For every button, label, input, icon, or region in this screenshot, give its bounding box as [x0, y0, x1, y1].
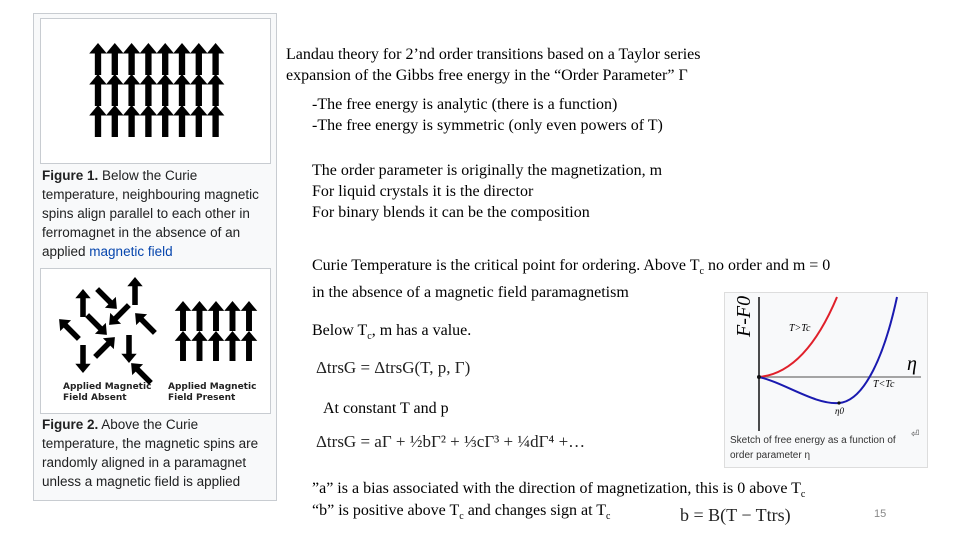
- figure2-image: [40, 268, 271, 414]
- spin-arrow-icon: [140, 43, 158, 75]
- spin-arrow-icon: [140, 74, 158, 106]
- figure1-caption-label: Figure 1.: [42, 168, 99, 183]
- curie-line-1: Curie Temperature is the critical point for ordering. Above $T_c$ no order and m = 0: [312, 257, 831, 278]
- label-above-tc: T>Tc: [789, 323, 811, 334]
- equation-landau-expansion: [316, 432, 585, 452]
- bullet-symmetric: -The free energy is symmetric (only even powers of T): [312, 117, 663, 134]
- constant-t-p-text: At constant T and p: [323, 400, 449, 417]
- spin-arrow-icon: [89, 105, 107, 137]
- spin-arrow-icon: [82, 310, 113, 341]
- spin-arrow-icon: [106, 43, 124, 75]
- title-line-2: expansion of the Gibbs free energy in the “Order Parameter” Γ: [286, 67, 688, 84]
- y-axis-label: F-F0: [733, 295, 755, 337]
- order-parameter-line-1: The order parameter is originally the magnetization, m: [312, 162, 663, 179]
- spin-arrow-icon: [130, 308, 161, 339]
- spin-arrow-icon: [173, 74, 191, 106]
- spin-arrow-icon: [208, 301, 225, 331]
- enlarge-icon[interactable]: ⏎: [911, 429, 920, 440]
- spin-arrow-icon: [104, 300, 135, 331]
- wikipedia-figures-panel: [33, 13, 277, 501]
- spin-arrow-icon: [75, 289, 90, 317]
- spin-arrow-icon: [123, 43, 141, 75]
- page-number: 15: [874, 508, 887, 520]
- spin-arrow-icon: [75, 345, 90, 373]
- spin-arrow-icon: [90, 332, 121, 363]
- spin-arrow-icon: [106, 74, 124, 106]
- a-coefficient-text: ”a” is a bias associated with the direction of magnetization, this is 0 above $T_c$: [312, 480, 806, 501]
- equation-landau-expansion-text: ΔtrsG = aΓ + ½bΓ² + ⅓cΓ³ + ¼dΓ⁴ +…: [316, 432, 586, 451]
- spin-arrow-icon: [173, 43, 191, 75]
- spin-arrow-icon: [207, 74, 225, 106]
- spin-arrow-icon: [175, 301, 192, 331]
- spin-arrow-icon: [127, 277, 142, 305]
- spin-arrow-icon: [207, 43, 225, 75]
- b-coefficient-text: “b” is positive above $T_c$ and changes sign at $T_c$: [312, 502, 611, 523]
- title-line-1: Landau theory for 2’nd order transitions based on a Taylor series: [286, 46, 701, 63]
- figure2-caption-label: Figure 2.: [42, 417, 99, 432]
- x-axis-label: η: [907, 353, 917, 375]
- equation-gibbs-function-text: ΔtrsG = ΔtrsG(T, p, Γ): [316, 358, 471, 377]
- spin-arrow-icon: [190, 74, 208, 106]
- bullet-analytic: -The free energy is analytic (there is a function): [312, 96, 618, 113]
- spin-arrow-icon: [190, 105, 208, 137]
- spin-arrow-icon: [92, 284, 123, 315]
- spin-arrow-icon: [123, 105, 141, 137]
- spin-arrow-icon: [191, 331, 208, 361]
- slide-title: [286, 44, 700, 86]
- spin-arrow-icon: [123, 74, 141, 106]
- magnetic-field-link[interactable]: magnetic field: [89, 244, 173, 259]
- properties-list: [312, 94, 663, 136]
- curie-line-2: in the absence of a magnetic field paramagnetism: [312, 284, 629, 302]
- free-energy-sketch: [724, 292, 928, 468]
- spin-arrow-icon: [175, 331, 192, 361]
- origin-point: [757, 375, 761, 379]
- equation-b-temperature-text: b = B(T − Ttrs): [680, 505, 791, 525]
- spin-arrow-icon: [241, 301, 258, 331]
- graph-caption: Sketch of free energy as a function of order parameter η: [730, 435, 896, 461]
- curve-above-tc: [759, 297, 837, 377]
- label-field-present: Applied Magnetic Field Present: [168, 382, 257, 403]
- spin-arrow-icon: [241, 331, 258, 361]
- order-parameter-line-3: For binary blends it can be the composition: [312, 204, 590, 221]
- aligned-spins-illustration: [41, 19, 270, 163]
- spin-arrow-icon: [173, 105, 191, 137]
- spin-arrow-icon: [89, 74, 107, 106]
- figure2-caption: [42, 415, 274, 491]
- figure2-caption-text: Above the Curie temperature, the magnetic spins are randomly aligned in a paramagnet unless a magnetic field is applied: [42, 417, 259, 489]
- equation-gibbs-function: [316, 358, 470, 378]
- label-below-tc: T<Tc: [873, 379, 895, 390]
- spin-arrow-icon: [140, 105, 158, 137]
- below-tc-text: Below $T_c$, m has a value.: [312, 322, 472, 343]
- order-parameter-line-2: For liquid crystals it is the director: [312, 183, 534, 200]
- equation-b-temperature: [680, 505, 791, 526]
- spin-arrow-icon: [208, 331, 225, 361]
- spin-arrow-icon: [224, 301, 241, 331]
- spin-arrow-icon: [156, 43, 174, 75]
- spin-arrow-icon: [224, 331, 241, 361]
- label-field-absent: Applied Magnetic Field Absent: [63, 382, 152, 403]
- spin-arrow-icon: [190, 43, 208, 75]
- figure1-caption: [42, 166, 274, 261]
- figure1-image: [40, 18, 271, 164]
- spin-arrow-icon: [89, 43, 107, 75]
- figure1-caption-text: Below the Curie temperature, neighbouring magnetic spins align parallel to each other in ferromagnet in the absence of an applied: [42, 168, 259, 259]
- spin-arrow-icon: [156, 74, 174, 106]
- spin-arrow-icon: [106, 105, 124, 137]
- spin-arrow-icon: [54, 314, 85, 345]
- spin-arrow-icon: [121, 335, 136, 363]
- spin-arrow-icon: [191, 301, 208, 331]
- minimum-point: [837, 401, 840, 404]
- label-eta-zero: η0: [835, 406, 844, 416]
- order-parameter-paragraph: [312, 160, 662, 223]
- spin-arrow-icon: [156, 105, 174, 137]
- spin-arrow-icon: [207, 105, 225, 137]
